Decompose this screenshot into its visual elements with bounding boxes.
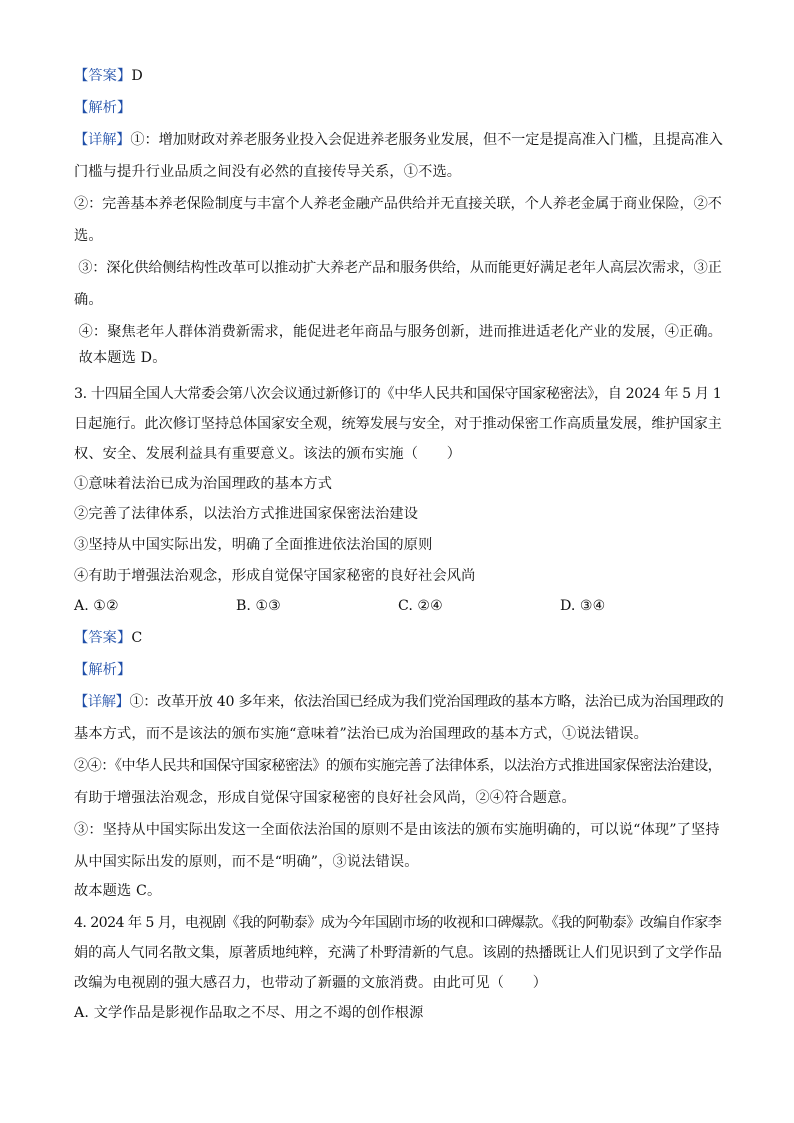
q3-analysis-line: 基本方式，而不是该法的颁布实施“意味着”法治已成为治国理政的基本方式，①说法错误。 [74, 726, 648, 742]
q3-analysis-line [74, 692, 723, 712]
q3-stem-line: 权、安全、发展利益具有重要意义。该法的颁布实施（ ） [74, 446, 462, 462]
q2-analysis-line: ③：深化供给侧结构性改革可以推动扩大养老产品和服务供给，从而能更好满足老年人高层次需求，③正 [74, 260, 722, 276]
q3-analysis-line: 从中国实际出发的原则，而不是“明确”，③说法错误。 [74, 854, 419, 870]
q3-options [74, 596, 714, 616]
q4-stem-line: 改编为电视剧的强大感召力，也带动了新疆的文旅消费。由此可见（ ） [74, 975, 548, 991]
q3-statement: ①意味着法治已成为治国理政的基本方式 [74, 476, 333, 492]
answer-value: C [131, 630, 143, 646]
answer-tag: 【答案】 [74, 630, 132, 646]
analysis-text: ①：增加财政对养老服务业投入会促进养老服务业发展，但不一定是提高准入门槛，且提高准入 [130, 132, 723, 148]
q3-analysis-tag: 【解析】 [74, 662, 132, 678]
q3-statement: ④有助于增强法治观念，形成自觉保守国家秘密的良好社会风尚 [74, 568, 476, 584]
q2-analysis-line: 门槛与提升行业品质之间没有必然的直接传导关系，①不选。 [74, 164, 462, 180]
q3-option-a: A. ①② [74, 598, 119, 614]
answer-value: D [131, 68, 143, 84]
q3-statement: ③坚持从中国实际出发，明确了全面推进依法治国的原则 [74, 537, 433, 553]
detail-tag: 【详解】 [74, 694, 130, 710]
q2-analysis-line: 选。 [74, 228, 103, 244]
detail-tag: 【详解】 [74, 132, 131, 148]
q2-answer-line [74, 66, 143, 86]
q3-option-c: C. ②④ [398, 598, 443, 614]
q2-analysis-line: 确。 [74, 292, 103, 308]
q4-stem-line: 娟的高人气同名散文集，原著质地纯粹，充满了朴野清新的气息。该剧的热播既让人们见识到了文学作品 [74, 945, 722, 961]
answer-tag: 【答案】 [74, 68, 132, 84]
q2-analysis-tag: 【解析】 [74, 100, 132, 116]
q2-conclusion: 故本题选 D。 [74, 350, 167, 366]
analysis-text: ①：改革开放 40 多年来，依法治国已经成为我们党治国理政的基本方略，法治已成为治国理政的 [129, 694, 724, 710]
q3-option-d: D. ③④ [560, 598, 606, 614]
q2-analysis-line [74, 130, 723, 150]
q3-answer-line [74, 628, 142, 648]
q3-stem-line: 日起施行。此次修订坚持总体国家安全观，统筹发展与安全，对于推动保密工作高质量发展，维护国家主 [74, 416, 722, 432]
q4-option-a: A. 文学作品是影视作品取之不尽、用之不竭的创作根源 [74, 1005, 424, 1021]
q3-stem-line: 3. 十四届全国人大常委会第八次会议通过新修订的《中华人民共和国保守国家秘密法》，自 2024 年 5 月 1 [74, 386, 722, 402]
q2-analysis-line: ④：聚焦老年人群体消费新需求，能促进老年商品与服务创新，进而推进适老化产业的发展，④正确。 [74, 324, 722, 340]
q3-analysis-line: ②④：《中华人民共和国保守国家秘密法》的颁布实施完善了法律体系，以法治方式推进国家保密法治建设， [74, 758, 722, 774]
q3-analysis-line: 有助于增强法治观念，形成自觉保守国家秘密的良好社会风尚，②④符合题意。 [74, 790, 576, 806]
q2-analysis-line: ②：完善基本养老保险制度与丰富个人养老金融产品供给并无直接关联，个人养老金属于商业保险，②不 [74, 196, 722, 212]
q4-stem-line: 4. 2024 年 5 月，电视剧《我的阿勒泰》成为今年国剧市场的收视和口碑爆款。《我的阿勒泰》改编自作家李 [74, 915, 722, 931]
q3-conclusion: 故本题选 C。 [74, 883, 162, 899]
q3-statement: ②完善了法律体系，以法治方式推进国家保密法治建设 [74, 506, 419, 522]
q3-analysis-line: ③：坚持从中国实际出发这一全面依法治国的原则不是由该法的颁布实施明确的，可以说“体现”了坚持 [74, 822, 720, 838]
q3-option-b: B. ①③ [236, 598, 281, 614]
